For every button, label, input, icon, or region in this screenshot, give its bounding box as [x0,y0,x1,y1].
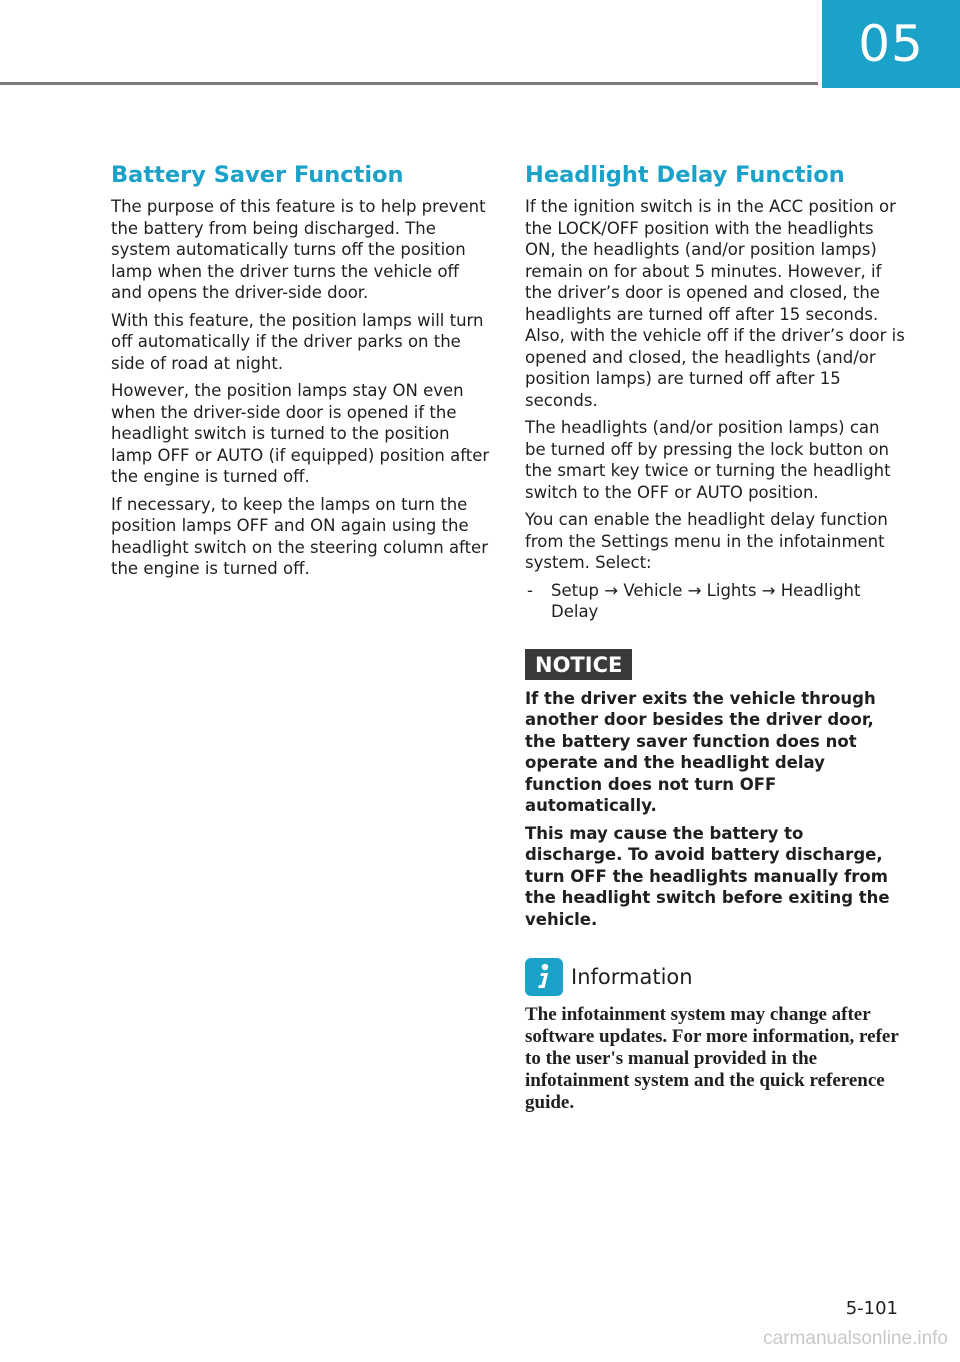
battery-saver-paragraph: The purpose of this feature is to help prevent the battery from being discharged. The system automatically turns off the position lamp when the driver turns the vehicle off and opens the driver-side door. [111,197,486,302]
notice-paragraph: If the driver exits the vehicle through another door besides the driver door, the battery saver function does not operate and the headlight delay function does not turn OFF automatically. [525,688,876,815]
information-title: Information [571,965,693,989]
settings-path-step [525,580,905,623]
battery-saver-paragraph: However, the position lamps stay ON even when the driver-side door is opened if the headlight switch is turned to the position lamp OFF or AUTO (if equipped) position after the engine is turned off. [111,381,490,486]
headlight-delay-heading: Headlight Delay Function [525,162,845,188]
notice-box [525,649,905,931]
battery-saver-paragraph: With this feature, the position lamps will turn off automatically if the driver parks on the side of road at night. [111,310,484,373]
headlight-delay-paragraph: You can enable the headlight delay function from the Settings menu in the infotainment system. Select: [525,510,888,572]
chapter-tab: 05 [822,0,960,88]
right-column [525,160,905,1114]
headlight-delay-paragraph: If the ignition switch is in the ACC position or the LOCK/OFF position with the headlights ON, the headlights (and/or position lamps) remain on for about 5 minutes. However, if the driver’s door is opened and closed, the headlights are turned off after 15 seconds. Also, with the vehicle off if the driver’s door is opened and closed, the headlights (and/or position lamps) are turned off after 15 seconds. [525,197,905,410]
battery-saver-heading: Battery Saver Function [111,162,404,188]
battery-saver-paragraph: If necessary, to keep the lamps on turn the position lamps OFF and ON again using the headlight switch on the steering column after the engine is turned off. [111,494,488,578]
info-icon [525,958,563,996]
left-column [111,160,491,586]
information-header [525,958,905,996]
watermark: carmanualsonline.info [763,1328,948,1349]
notice-paragraph: This may cause the battery to discharge. To avoid battery discharge, turn OFF the headlights manually from the headlight switch before exiting the vehicle. [525,823,890,929]
page-number: 5-101 [845,1298,898,1319]
header-rule [0,82,818,85]
information-text: The infotainment system may change after software updates. For more information, refer to the user's manual provided in the infotainment system and the quick reference guide. [525,1004,899,1113]
headlight-delay-paragraph: The headlights (and/or position lamps) can be turned off by pressing the lock button on the smart key twice or turning the headlight switch to the OFF or AUTO position. [525,418,891,502]
notice-label: NOTICE [525,649,632,680]
settings-path-text: Setup → Vehicle → Lights → Headlight Delay [551,580,861,621]
step-dash: - [527,580,533,600]
